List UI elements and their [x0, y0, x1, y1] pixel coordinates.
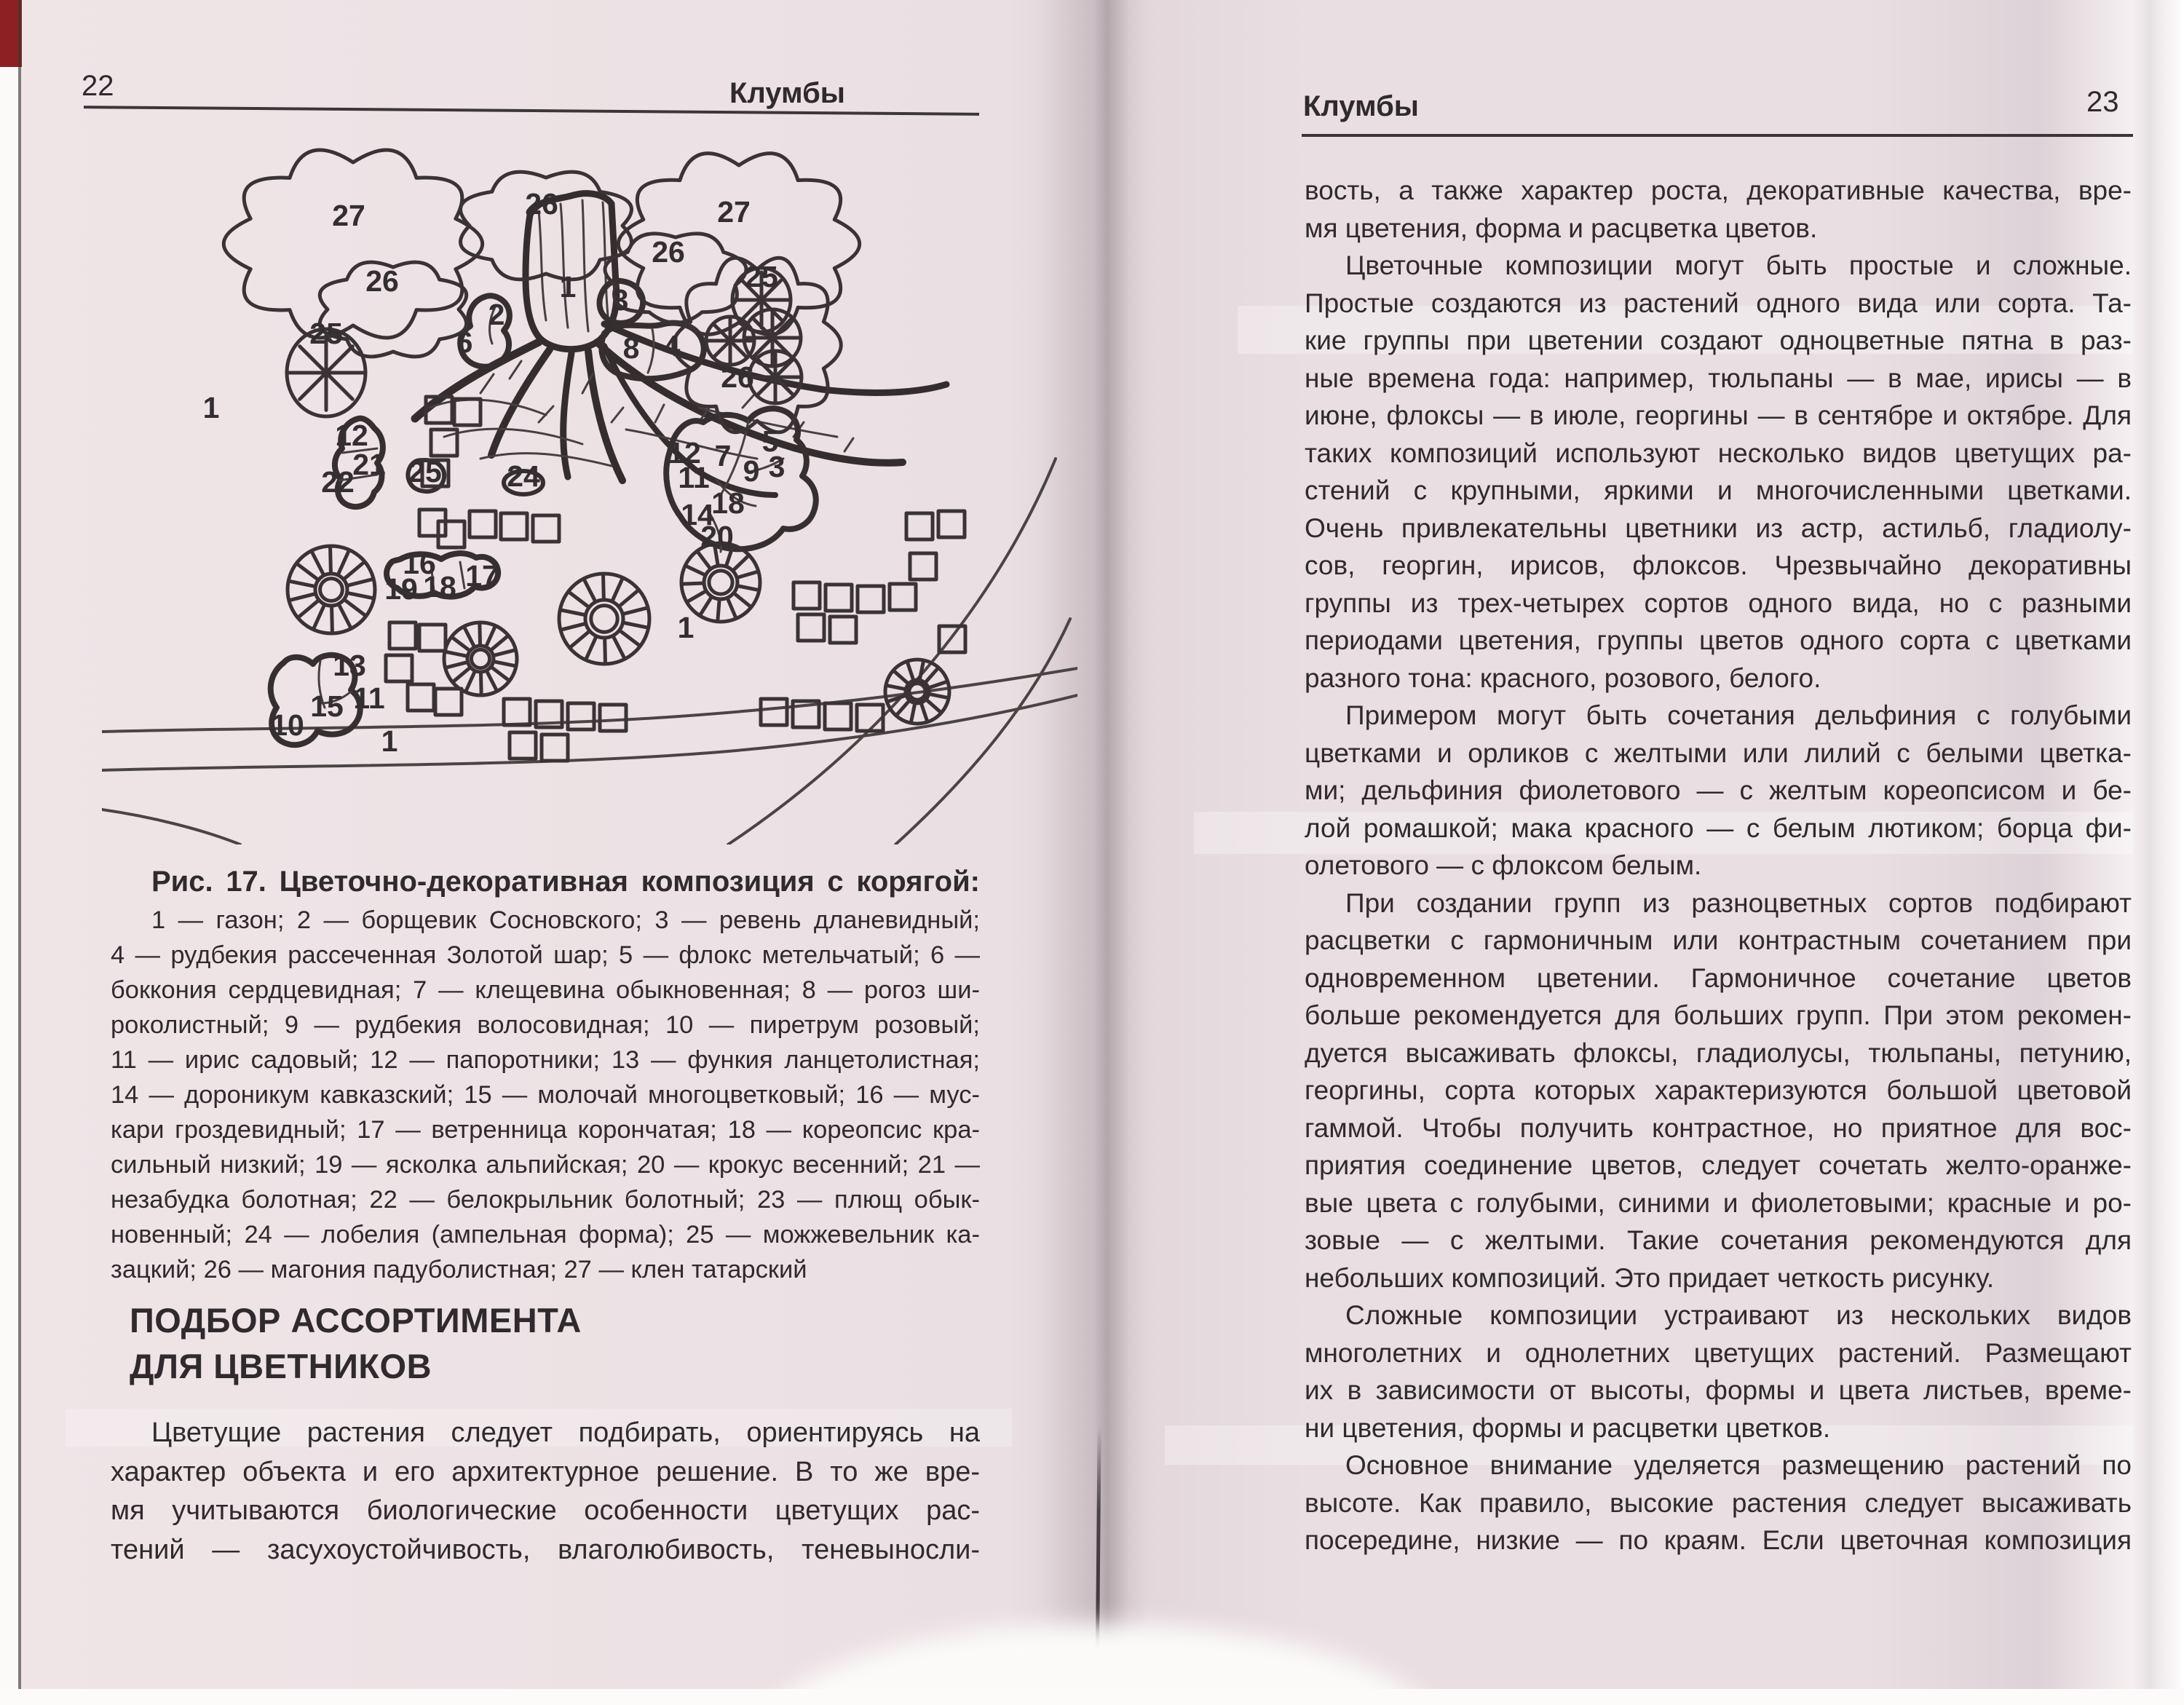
diagram-number-label: 6: [456, 325, 473, 359]
diagram-number-label: 20: [700, 520, 734, 553]
text-line: периодами цветения, группы цветов одного сорта с цветками: [1305, 625, 2132, 655]
diagram-number-label: 17: [465, 559, 499, 593]
diagram-number-label: 26: [721, 360, 754, 394]
diagram-number-label: 2: [488, 298, 505, 331]
text-line: ми; дельфиния фиолетового — с желтым кореопсисом и бе-: [1305, 775, 2132, 805]
diagram-number-label: 26: [365, 264, 399, 298]
small-plant-square: [794, 582, 820, 609]
text-line: олетового — с флоксом белым.: [1305, 850, 1702, 880]
text-line: вые цвета с голубыми, синими и фиолетовыми; красные и ро-: [1305, 1187, 2132, 1218]
left-body-text: [111, 1414, 980, 1570]
text-line: гаммой. Чтобы получить контрастное, но приятное для вос-: [1305, 1112, 2132, 1143]
text-line: характер объекта и его архитектурное решение. В то же вре-: [111, 1456, 980, 1487]
small-plant-square: [858, 586, 884, 612]
text-line: Примером могут быть сочетания дельфиния с голубыми: [1345, 700, 2132, 730]
diagram-number-label: 26: [525, 187, 558, 221]
small-plant-square: [910, 553, 936, 579]
small-plant-square: [435, 689, 462, 715]
flower-rosette-symbol: [288, 546, 375, 633]
running-head-left: Клумбы: [729, 77, 845, 109]
diagram-number-label: 4: [663, 329, 681, 363]
text-line: одновременном цветении. Гармоничное сочетание цветов: [1305, 962, 2132, 993]
small-plant-square: [798, 614, 824, 641]
diagram-number-label: 25: [408, 455, 442, 488]
section-heading-line2: ДЛЯ ЦВЕТНИКОВ: [130, 1347, 432, 1385]
text-line: 1 — газон; 2 — борщевик Сосновского; 3 — ревень дланевидный;: [151, 906, 980, 934]
diagram-number-label: 27: [717, 195, 751, 229]
text-line: роколистный; 9 — рудбекия волосовидная; 10 — пиретрум розовый;: [111, 1011, 980, 1039]
small-plant-square: [938, 511, 965, 537]
text-line: 11 — ирис садовый; 12 — папоротники; 13 — функия ланцетолистная;: [111, 1046, 980, 1074]
text-line: ные времена года: например, тюльпаны — в мае, ирисы — в: [1305, 363, 2132, 393]
small-plant-square: [857, 705, 883, 731]
text-line: небольших композиций. Это придает четкость рисунку.: [1305, 1262, 1995, 1293]
running-head-right: Клумбы: [1303, 90, 1419, 122]
diagram-number-label: 24: [507, 459, 540, 493]
scan-bottom-margin: [0, 1689, 2184, 1705]
small-plant-square: [542, 735, 568, 761]
diagram-number-label: 13: [333, 649, 366, 682]
juniper-star-symbol: [749, 351, 802, 403]
text-line: таких композиций используют несколько видов цветущих ра-: [1305, 438, 2132, 468]
text-line: лой ромашкой; мака красного — с белым лютиком; борца фи-: [1305, 812, 2132, 843]
diagram-number-label: 22: [321, 465, 355, 499]
section-heading: [130, 1297, 1003, 1389]
small-plant-square: [568, 703, 594, 729]
small-plant-square: [419, 625, 446, 651]
header-rule-right: [1302, 134, 2133, 137]
text-line: Сложные композиции устраивают из нескольких видов: [1345, 1300, 2132, 1330]
page-edge-right: [2132, 0, 2184, 1705]
section-heading-line1: ПОДБОР АССОРТИМЕНТА: [130, 1301, 582, 1340]
text-line: зацкий; 26 — магония падуболистная; 27 — клен татарский: [111, 1256, 807, 1283]
text-line: их в зависимости от высоты, формы и цвета листьев, време-: [1305, 1375, 2132, 1405]
small-plant-square: [501, 513, 527, 539]
diagram-number-label: 14: [681, 498, 714, 531]
diagram-number-label: 12: [335, 419, 368, 452]
text-line: июне, флоксы — в июле, георгины — в сентябре и октябре. Для: [1305, 400, 2132, 430]
text-line: Цветочные композиции могут быть простые и сложные.: [1345, 250, 2132, 280]
text-line: дуется высаживать флоксы, гладиолусы, тюльпаны, петунию,: [1305, 1037, 2132, 1068]
text-line: стений с крупными, яркими и многочисленными цветками.: [1305, 475, 2132, 505]
small-plant-square: [533, 515, 559, 542]
text-line: больше рекомендуется для больших групп. При этом рекомен-: [1305, 1000, 2132, 1030]
diagram-number-label: 12: [668, 436, 701, 470]
tree-cloud-outline: [223, 150, 482, 338]
text-line: Основное внимание уделяется размещению растений по: [1345, 1450, 2132, 1480]
text-line: сов, георгин, ирисов, флоксов. Чрезвычайно декоративны: [1305, 550, 2132, 580]
small-plant-square: [408, 684, 434, 711]
text-line: высоте. Как правило, высокие растения следует высаживать: [1305, 1487, 2132, 1518]
text-line: Простые создаются из растений одного вида или сорта. Та-: [1305, 288, 2132, 318]
figure-17-diagram: [102, 116, 1077, 844]
flower-rosette-symbol: [681, 543, 760, 622]
small-plant-square: [761, 699, 787, 725]
diagram-number-label: 25: [309, 317, 343, 350]
diagram-number-label: 11: [353, 681, 385, 715]
figure-legend: [111, 903, 980, 1287]
diagram-number-label: 27: [332, 199, 365, 232]
text-line: тений — засухоустойчивость, влаголюбивость, теневыносли-: [111, 1534, 980, 1565]
figure-caption: Рис. 17. Цветочно-декоративная композиция с корягой:: [151, 866, 980, 898]
text-line: кари гроздевидный; 17 — ветренница корончатая; 18 — кореопсис кра-: [111, 1116, 980, 1144]
text-line: георгины, сорта которых характеризуются большой цветовой: [1305, 1075, 2132, 1105]
text-line: мя учитываются биологические особенности цветущих рас-: [111, 1495, 980, 1526]
diagram-number-label: 10: [271, 708, 304, 742]
text-line: посередине, низкие — по краям. Если цветочная композиция: [1305, 1525, 2132, 1555]
diagram-number-label: 21: [352, 448, 386, 481]
page-edge-left: [18, 0, 21, 1705]
small-plant-square: [890, 584, 916, 610]
page-number-right: 23: [2086, 86, 2119, 118]
diagram-number-label: 5: [761, 424, 779, 458]
page-number-left: 22: [82, 70, 114, 102]
diagram-number-label: 11: [678, 461, 710, 494]
diagram-number-label: 3: [768, 450, 786, 483]
text-line: мя цветения, форма и расцветка цветов.: [1305, 213, 1818, 243]
text-line: боккония сердцевидная; 7 — клещевина обыкновенная; 8 — рогоз ши-: [111, 976, 980, 1004]
diagram-number-label: 1: [381, 724, 398, 758]
diagram-number-label: 9: [743, 454, 760, 488]
text-line: цветками и орликов с желтыми или лилий с белыми цветка-: [1305, 737, 2132, 768]
text-line: ни цветения, формы и расцветки цветков.: [1305, 1412, 1831, 1443]
small-plant-square: [600, 705, 626, 731]
diagram-number-label: 1: [677, 611, 695, 644]
diagram-number-label: 25: [745, 260, 778, 293]
right-body-text: [1305, 172, 2132, 1559]
diagram-number-label: 18: [423, 570, 456, 604]
text-line: При создании групп из разноцветных сортов подбирают: [1345, 887, 2132, 918]
diagram-number-label: 18: [711, 486, 745, 520]
diagram-number-label: 16: [403, 547, 436, 580]
small-plant-square: [826, 585, 852, 611]
text-line: зовые — с желтыми. Такие сочетания рекомендуются для: [1305, 1225, 2132, 1255]
text-line: сильный низкий; 19 — ясколка альпийская; 20 — крокус весенний; 21 —: [111, 1151, 980, 1179]
text-line: новенный; 24 — лобелия (ампельная форма); 25 — можжевельник ка-: [111, 1221, 980, 1249]
diagram-number-label: 26: [652, 235, 685, 269]
small-plant-square: [454, 399, 480, 425]
small-plant-square: [510, 732, 536, 759]
text-line: группы из трех-четырех сортов одного вида, но с разными: [1305, 588, 2132, 618]
text-line: многолетних и однолетних цветущих растений. Размещают: [1305, 1337, 2132, 1368]
small-plant-square: [504, 699, 530, 725]
small-plant-square: [906, 513, 933, 539]
text-line: приятия соединение цветов, следует сочетать желто-оранже-: [1305, 1150, 2132, 1180]
small-plant-square: [470, 511, 496, 537]
diagram-number-label: 15: [310, 689, 344, 723]
diagram-number-label: 3: [612, 283, 629, 317]
text-line: Очень привлекательны цветники из астр, астильб, гладиолу-: [1305, 513, 2132, 543]
text-line: расцветки с гармоничным или контрастным сочетанием при: [1305, 925, 2132, 955]
text-line: разного тона: красного, розового, белого.: [1305, 662, 1821, 693]
diagram-number-label: 7: [714, 439, 732, 472]
diagram-labels: [203, 187, 786, 758]
small-plant-square: [386, 655, 412, 681]
small-plant-square: [825, 703, 851, 729]
small-plant-square: [389, 622, 416, 649]
text-line: кие группы при цветении создают одноцветные пятна в раз-: [1305, 325, 2132, 355]
text-line: 4 — рудбекия рассеченная Золотой шар; 5 — флокс метельчатый; 6 —: [111, 941, 980, 969]
small-plant-square: [830, 617, 856, 643]
diagram-number-label: 8: [622, 331, 640, 365]
diagram-number-label: 1: [559, 270, 577, 304]
flower-rosette-symbol: [559, 574, 649, 664]
diagram-number-label: 1: [202, 391, 220, 424]
text-line: незабудка болотная; 22 — белокрыльник болотный; 23 — плющ обык-: [111, 1186, 980, 1214]
text-line: Цветущие растения следует подбирать, ориентируясь на: [151, 1417, 980, 1448]
text-line: 14 — дороникум кавказский; 15 — молочай многоцветковый; 16 — мус-: [111, 1081, 980, 1109]
text-line: вость, а также характер роста, декоративные качества, вре-: [1305, 175, 2132, 205]
diagram-number-label: 19: [384, 572, 418, 606]
flower-rosette-symbol: [444, 622, 517, 695]
